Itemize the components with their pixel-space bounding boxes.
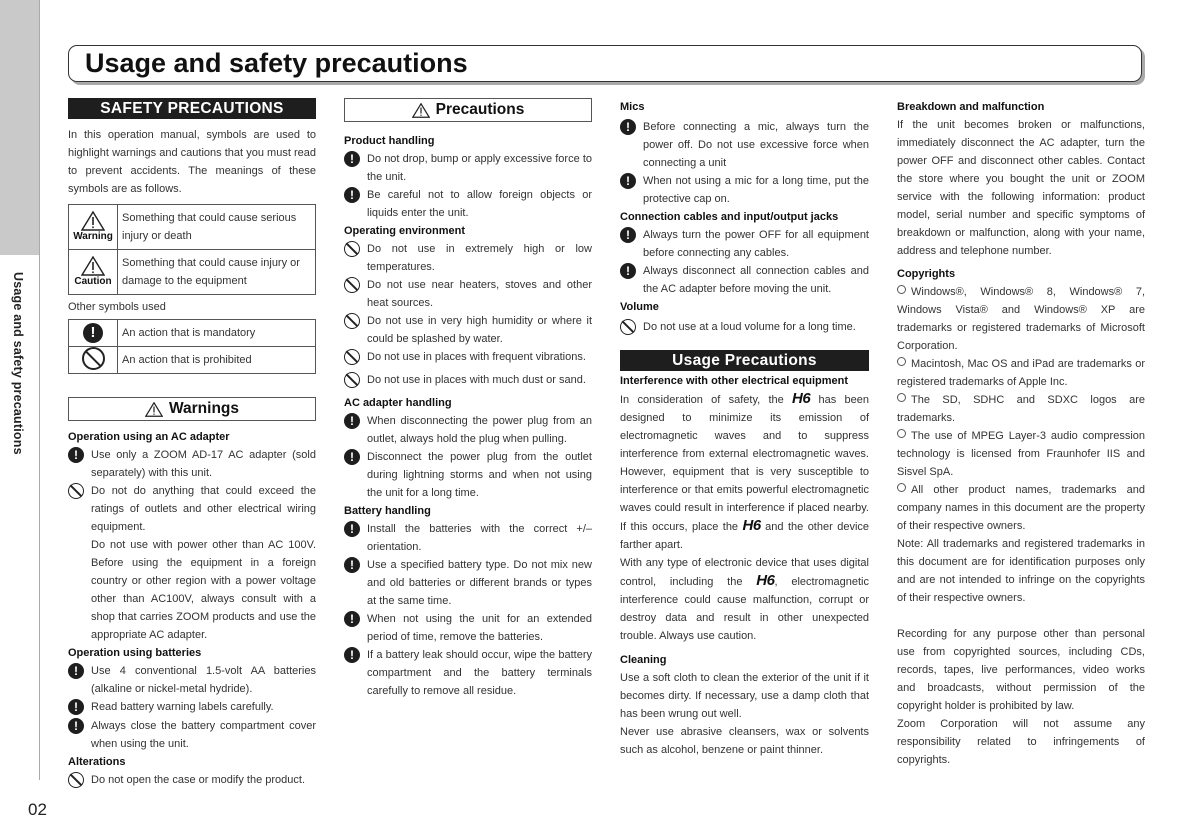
chapter-label: Usage and safety precautions bbox=[11, 272, 25, 455]
interference-paragraph-2: With any type of electronic device that uses digital control, including the H6, electromagnetic interference could cause malfunction, corrupt or destroy data and result in other unexpected trouble. Always use caution. bbox=[620, 557, 869, 642]
column-3 bbox=[620, 98, 869, 759]
mandatory-icon: ! bbox=[620, 119, 636, 135]
precautions-header bbox=[344, 98, 592, 122]
list-item: ! Install the batteries with the correct +/– orientation. bbox=[344, 520, 592, 556]
copyright-item: Macintosh, Mac OS and iPad are trademarks or registered trademarks of Apple Inc. bbox=[897, 358, 1145, 388]
operating-environment-heading: Operating environment bbox=[344, 225, 466, 237]
list-item: ! If a battery leak should occur, wipe the battery compartment and the battery terminals carefully to remove all residue. bbox=[344, 646, 592, 700]
column-2 bbox=[344, 98, 592, 700]
mandatory-text: An action that is mandatory bbox=[117, 320, 315, 346]
caution-triangle-icon bbox=[412, 103, 430, 118]
list-item: ! When disconnecting the power plug from an outlet, always hold the plug when pulling. bbox=[344, 412, 592, 448]
list-item: ! Read battery warning labels carefully. bbox=[68, 698, 316, 717]
volume-heading: Volume bbox=[620, 301, 659, 313]
bullet-icon bbox=[897, 393, 906, 402]
mandatory-icon: ! bbox=[344, 521, 360, 537]
side-divider bbox=[39, 0, 40, 780]
list-item: Do not use near heaters, stoves and other heat sources. bbox=[344, 276, 592, 312]
prohibited-icon bbox=[344, 372, 360, 388]
warning-text: Something that could cause serious injury or death bbox=[117, 205, 315, 249]
bullet-icon bbox=[897, 357, 906, 366]
warnings-title: Warnings bbox=[168, 400, 240, 417]
list-item: ! Use 4 conventional 1.5-volt AA batteries (alkaline or nickel-metal hydride). bbox=[68, 662, 316, 698]
list-item: ! Always close the battery compartment cover when using the unit. bbox=[68, 717, 316, 753]
product-handling-heading: Product handling bbox=[344, 135, 435, 147]
prohibited-text: An action that is prohibited bbox=[117, 347, 315, 373]
caution-label: Caution bbox=[74, 276, 112, 287]
list-item: ! When not using the unit for an extended period of time, remove the batteries. bbox=[344, 610, 592, 646]
battery-handling-heading: Battery handling bbox=[344, 505, 431, 517]
page-title: Usage and safety precautions bbox=[85, 48, 468, 78]
warning-label: Warning bbox=[73, 231, 113, 242]
mandatory-icon: ! bbox=[344, 413, 360, 429]
list-item: Do not use in places with frequent vibrations. bbox=[344, 348, 592, 371]
prohibited-icon bbox=[82, 347, 105, 370]
list-item: Do not use in extremely high or low temperatures. bbox=[344, 240, 592, 276]
precautions-title: Precautions bbox=[435, 101, 525, 118]
column-4 bbox=[897, 98, 1145, 769]
h6-logo: H6 bbox=[756, 572, 775, 589]
breakdown-paragraph: If the unit becomes broken or malfunctions, immediately disconnect the AC adapter, turn the power OFF and disconnect other cables. Contact the store where you bought the unit or ZOOM service with the following information: product model, serial number and specific symptoms of breakdown or malfunction, along with your name, address and telephone number. bbox=[897, 119, 1145, 257]
chapter-tab bbox=[0, 0, 40, 255]
mandatory-icon: ! bbox=[344, 187, 360, 203]
cleaning-heading: Cleaning bbox=[620, 654, 667, 666]
breakdown-heading: Breakdown and malfunction bbox=[897, 101, 1045, 113]
cleaning-paragraph-1: Use a soft cloth to clean the exterior of the unit if it becomes dirty. If necessary, use a damp cloth that has been wrung out well. bbox=[620, 672, 869, 720]
mandatory-icon: ! bbox=[620, 173, 636, 189]
bullet-icon bbox=[897, 483, 906, 492]
mandatory-icon: ! bbox=[344, 151, 360, 167]
prohibited-icon bbox=[68, 483, 84, 499]
caution-triangle-icon bbox=[81, 256, 105, 276]
list-item: ! Be careful not to allow foreign objects or liquids enter the unit. bbox=[344, 186, 592, 222]
trademark-note: Note: All trademarks and registered trademarks in this document are for identification purposes only and are not intended to infringe on the copyrights of their respective owners. bbox=[897, 538, 1145, 604]
cables-heading: Connection cables and input/output jacks bbox=[620, 211, 839, 223]
list-item-continued: Do not use with power other than AC 100V. Before using the equipment in a foreign country or other region with a power voltage other than AC100V, always consult with a shop that carries ZOOM products and use the appropriate AC adapter. bbox=[91, 539, 316, 641]
list-item: ! When not using a mic for a long time, put the protective cap on. bbox=[620, 172, 869, 208]
copyright-item: The SD, SDHC and SDXC logos are trademarks. bbox=[897, 394, 1145, 424]
mandatory-icon: ! bbox=[68, 447, 84, 463]
mandatory-icon: ! bbox=[344, 449, 360, 465]
prohibited-icon bbox=[344, 313, 360, 329]
safety-precautions-header: SAFETY PRECAUTIONS bbox=[68, 98, 316, 119]
prohibited-row bbox=[69, 347, 315, 373]
mandatory-row bbox=[69, 320, 315, 347]
other-symbols-table bbox=[68, 319, 316, 374]
title-box bbox=[68, 45, 1142, 82]
recording-paragraph: Recording for any purpose other than personal use from copyrighted sources, including CDs, records, tapes, live performances, video works and broadcasts, without permission of the copyright holder is prohibited by law. bbox=[897, 628, 1145, 712]
ac-adapter-handling-heading: AC adapter handling bbox=[344, 397, 452, 409]
copyrights-heading: Copyrights bbox=[897, 268, 956, 280]
list-item: Do not do anything that could exceed the ratings of outlets and other electrical wiring equipment. bbox=[68, 482, 316, 536]
alterations-heading: Alterations bbox=[68, 756, 126, 768]
mandatory-icon: ! bbox=[620, 227, 636, 243]
column-1 bbox=[68, 98, 316, 794]
mandatory-icon: ! bbox=[68, 718, 84, 734]
batteries-heading: Operation using batteries bbox=[68, 647, 202, 659]
mics-heading: Mics bbox=[620, 101, 645, 113]
prohibited-icon bbox=[620, 319, 636, 335]
safety-intro: In this operation manual, symbols are used to highlight warnings and cautions that you must read to prevent accidents. The meanings of these symbols are as follows. bbox=[68, 129, 316, 195]
mandatory-icon: ! bbox=[344, 647, 360, 663]
cleaning-paragraph-2: Never use abrasive cleansers, wax or solvents such as alcohol, benzene or paint thinner. bbox=[620, 726, 869, 756]
interference-paragraph-1: In consideration of safety, the H6 has been designed to minimize its emission of electromagnetic waves and to suppress interference from external electromagnetic waves. However, equipment that is very susceptible to interference or that emits powerful electromagnetic waves could result in interference if placed nearby. If this occurs, place the H6 and the other device farther apart. bbox=[620, 390, 870, 551]
mandatory-icon: ! bbox=[68, 663, 84, 679]
prohibited-icon bbox=[68, 772, 84, 788]
list-item: ! Before connecting a mic, always turn the power off. Do not use excessive force when connecting a unit bbox=[620, 118, 869, 172]
warning-caution-table bbox=[68, 204, 316, 295]
mandatory-icon: ! bbox=[83, 323, 103, 343]
bullet-icon bbox=[897, 429, 906, 438]
list-item: Do not use in places with much dust or sand. bbox=[344, 371, 592, 394]
mandatory-icon: ! bbox=[344, 611, 360, 627]
list-item: Do not use in very high humidity or where it could be splashed by water. bbox=[344, 312, 592, 348]
bullet-icon bbox=[897, 285, 906, 294]
zoom-liability-paragraph: Zoom Corporation will not assume any responsibility related to infringements of copyrights. bbox=[897, 718, 1145, 766]
caution-text: Something that could cause injury or damage to the equipment bbox=[117, 250, 315, 294]
warning-row bbox=[69, 205, 315, 250]
prohibited-icon bbox=[344, 241, 360, 257]
list-item: Do not use at a loud volume for a long time. bbox=[620, 318, 869, 341]
interference-heading: Interference with other electrical equipment bbox=[620, 375, 849, 387]
h6-logo: H6 bbox=[792, 390, 811, 407]
copyright-item: Windows®, Windows® 8, Windows® 7, Windows Vista® and Windows® XP are trademarks or registered trademarks of Microsoft Corporation. bbox=[897, 286, 1145, 352]
ac-adapter-heading: Operation using an AC adapter bbox=[68, 431, 230, 443]
list-item: Do not open the case or modify the product. bbox=[68, 771, 316, 794]
usage-precautions-header: Usage Precautions bbox=[620, 350, 869, 371]
list-item: ! Disconnect the power plug from the outlet during lightning storms and when not using the unit for a long time. bbox=[344, 448, 592, 502]
list-item: ! Do not drop, bump or apply excessive force to the unit. bbox=[344, 150, 592, 186]
h6-logo: H6 bbox=[742, 517, 761, 534]
warning-triangle-icon bbox=[81, 211, 105, 231]
prohibited-icon bbox=[344, 277, 360, 293]
copyright-item: All other product names, trademarks and company names in this document are the property of their respective owners. bbox=[897, 484, 1145, 532]
mandatory-icon: ! bbox=[68, 699, 84, 715]
list-item: ! Always disconnect all connection cables and the AC adapter before moving the unit. bbox=[620, 262, 869, 298]
list-item: ! Always turn the power OFF for all equipment before connecting any cables. bbox=[620, 226, 869, 262]
page-number: 02 bbox=[28, 800, 47, 819]
list-item: ! Use a specified battery type. Do not mix new and old batteries or different brands or types at the same time. bbox=[344, 556, 592, 610]
warnings-header bbox=[68, 397, 316, 421]
mandatory-icon: ! bbox=[620, 263, 636, 279]
caution-row bbox=[69, 250, 315, 294]
list-item: ! Use only a ZOOM AD-17 AC adapter (sold separately) with this unit. bbox=[68, 446, 316, 482]
prohibited-icon bbox=[344, 349, 360, 365]
mandatory-icon: ! bbox=[344, 557, 360, 573]
other-symbols-label: Other symbols used bbox=[68, 301, 166, 313]
copyright-item: The use of MPEG Layer-3 audio compression technology is licensed from Fraunhofer IIS and Sisvel SpA. bbox=[897, 430, 1145, 478]
warning-triangle-icon bbox=[145, 402, 163, 417]
